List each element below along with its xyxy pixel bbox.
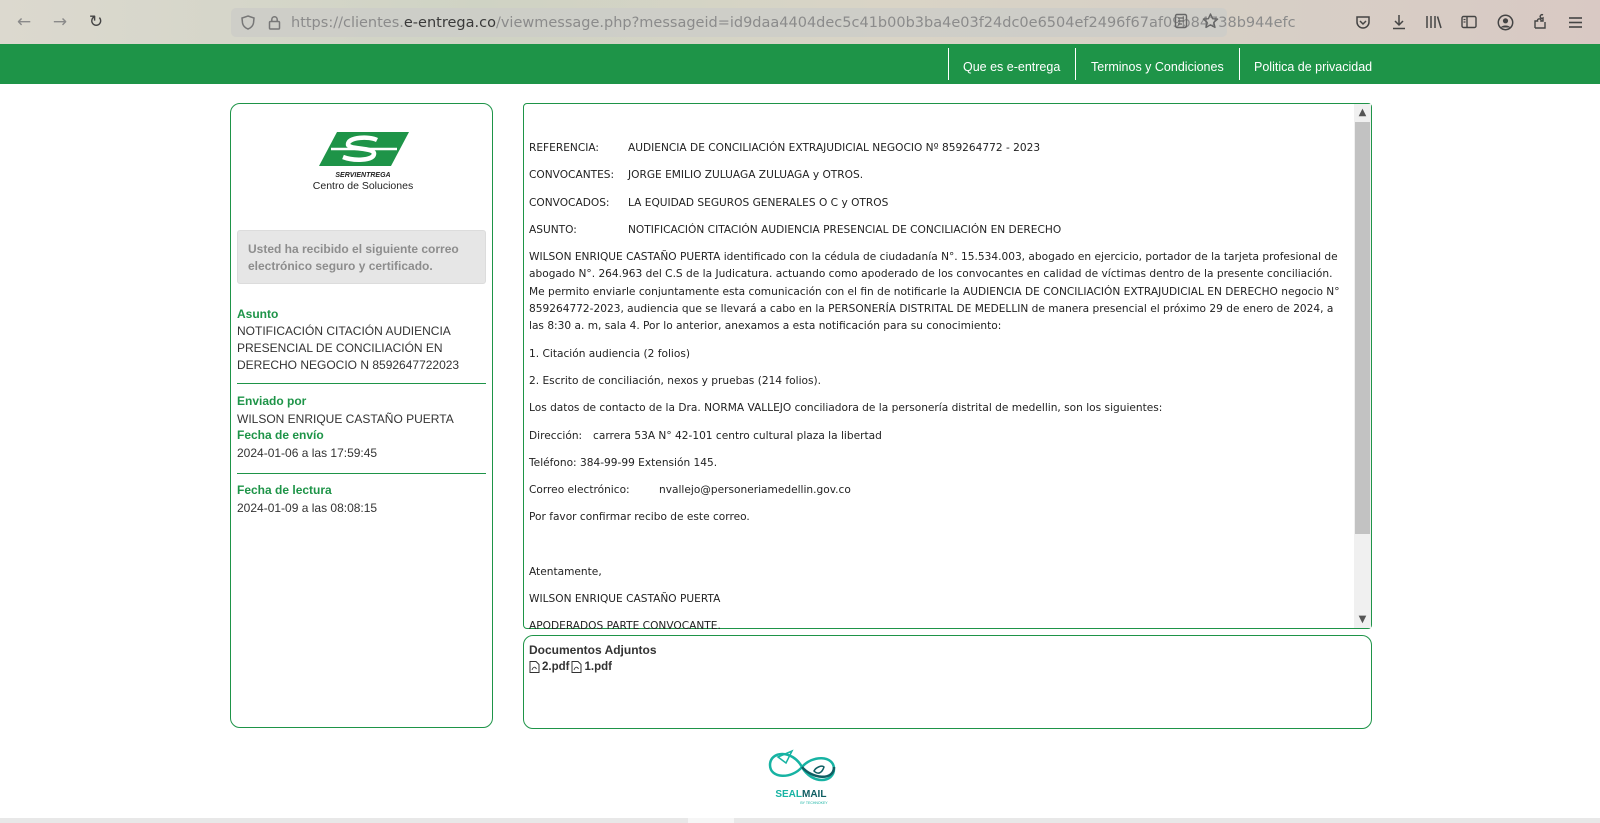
email-value: nvallejo@personeriamedellin.gov.co [659,484,851,497]
convocados-key: CONVOCADOS: [529,196,610,209]
sidebar-icon[interactable] [1458,11,1480,33]
scroll-down-arrow-icon[interactable]: ▼ [1358,614,1367,625]
scroll-up-arrow-icon[interactable]: ▲ [1358,107,1367,118]
back-arrow-icon[interactable]: ← [16,12,32,32]
divider [237,473,486,474]
message-content [529,140,1349,646]
message-scrollbar[interactable] [1354,104,1371,628]
address-line [529,428,1349,445]
attachments-list [529,661,612,673]
attachment-item: 1. Citación audiencia (2 folios) [529,347,690,360]
site-header [0,44,1600,84]
confirm-line: Por favor confirmar recibo de este correo. [529,511,750,524]
convocados-line [529,195,1349,212]
nav-link-privacidad[interactable]: Politica de privacidad [1254,60,1373,74]
url-path: /viewmessage.php?messageid=id9daa4404dec5c41b00b3ba4e03f24dc0e6504ef2496f67af09b84738b944efc [495,14,1296,31]
bookmark-star-icon[interactable] [1202,13,1219,33]
sealmail-logo [762,743,842,811]
reference-key: REFERENCIA: [529,142,599,154]
pdf-file-icon [571,661,582,673]
account-icon[interactable] [1494,11,1516,33]
address-key: Dirección: [529,429,583,442]
attachment-file[interactable] [571,661,611,673]
attachments-title: Documentos Adjuntos [529,643,657,657]
regards-line: Atentamente, [529,565,602,578]
subject-label: Asunto [237,307,279,321]
reference-line [529,140,1349,157]
pocket-icon[interactable] [1352,11,1374,33]
sealmail-brand-b: MAIL [802,789,827,800]
shield-icon[interactable] [239,14,257,32]
contact-intro: Los datos de contacto de la Dra. NORMA VALLEJO conciliadora de la personería distrital de medellin, son los siguientes: [529,402,1163,415]
download-icon[interactable] [1388,11,1410,33]
reference-value: AUDIENCIA DE CONCILIACIÓN EXTRAJUDICIAL NEGOCIO Nº 859264772 - 2023 [628,142,1041,154]
url-prefix: https://clientes. [291,14,404,31]
reload-icon[interactable]: ↻ [88,12,104,32]
convocados-value: LA EQUIDAD SEGUROS GENERALES O C y OTROS [628,196,889,209]
sealmail-by-text: BY TECHNOKEY [800,801,828,805]
url-text[interactable] [291,14,1296,31]
sealmail-brand-a: SEAL [775,789,802,800]
signature-name: WILSON ENRIQUE CASTAÑO PUERTA [529,593,721,606]
subject-value: NOTIFICACIÓN CITACIÓN AUDIENCIA PRESENCIAL DE CONCILIACIÓN EN DERECHO NEGOCIO N 8592647722023 [237,324,460,372]
nav-divider [948,48,949,80]
logo-subtitle: Centro de Soluciones [312,180,414,192]
nav-link-terminos[interactable]: Terminos y Condiciones [1091,60,1224,74]
asunto-value: NOTIFICACIÓN CITACIÓN AUDIENCIA PRESENCIAL DE CONCILIACIÓN EN DERECHO [628,223,1062,236]
horizontal-scroll-thumb[interactable] [688,818,734,823]
attachment-file-name[interactable]: 1.pdf [584,661,612,673]
browser-toolbar [0,0,1600,44]
attachment-file[interactable] [529,661,569,673]
email-line [529,482,1349,499]
asunto-line [529,222,1349,239]
nav-divider [1239,48,1240,80]
menu-icon[interactable] [1564,11,1586,33]
sealmail-logo-icon [762,743,842,811]
servientrega-logo-icon [303,130,423,180]
convocantes-line [529,167,1349,184]
scroll-thumb[interactable] [1355,122,1370,534]
body-paragraph: WILSON ENRIQUE CASTAÑO PUERTA identificado con la cédula de ciudadanía N°. 15.534.003, abogado en ejercicio, portador de la tarjeta profesional de abogado N°. 264.963 del C.S de la Judicatura. actuando como apoderado de los convocantes en calidad de víctimas dentro de la presente conciliación. Me permito enviarle conjuntamente esta comunicación con el fin de notificarle la AUDIENCIA DE CONCILIACIÓN EXTRAJUDICIAL EN DERECHO negocio N° 859264772-2023, audiencia que se llevará a cabo en la PERSONERÍA DISTRITAL DE MEDELLIN de manera presencial el próximo 29 de enero de 2024, a las 8:30 a. m, sala 4. Por lo anterior, anexamos a esta notificación para su conocimiento: [529,251,1340,333]
divider [237,383,486,384]
nav-link-que-es[interactable]: Que es e-entrega [963,60,1061,74]
nav-divider [1075,48,1076,80]
library-icon[interactable] [1423,11,1445,33]
address-value: carrera 53A N° 42-101 centro cultural plaza la libertad [593,429,882,442]
attachments-panel [523,635,1372,729]
pdf-file-icon [529,661,540,673]
lock-icon[interactable] [265,14,283,32]
signature-role: APODERADOS PARTE CONVOCANTE. [529,620,721,633]
horizontal-scrollbar[interactable] [0,818,1600,823]
sent-date-label: Fecha de envío [237,428,324,442]
forward-arrow-icon[interactable]: → [52,12,68,32]
extensions-icon[interactable] [1529,11,1551,33]
message-body-panel[interactable] [523,103,1372,633]
sender-label: Enviado por [237,394,307,408]
secure-mail-notice: Usted ha recibido el siguiente correo electrónico seguro y certificado. [237,230,486,284]
phone-line: Teléfono: 384-99-99 Extensión 145. [529,456,718,469]
url-domain: e-entrega.co [403,14,496,31]
logo-brand-text: SERVIENTREGA [335,172,391,179]
reader-mode-icon[interactable] [1174,13,1188,33]
sent-date-value: 2024-01-06 a las 17:59:45 [237,446,378,460]
blank-line [529,537,1349,554]
asunto-key: ASUNTO: [529,223,577,236]
servientrega-logo [303,130,423,194]
message-info-panel [230,103,493,728]
address-bar[interactable] [231,8,1296,37]
read-date-value: 2024-01-09 a las 08:08:15 [237,501,378,515]
attachment-file-name[interactable]: 2.pdf [542,661,570,673]
sender-value: WILSON ENRIQUE CASTAÑO PUERTA [237,412,454,426]
email-key: Correo electrónico: [529,484,630,497]
read-date-label: Fecha de lectura [237,483,332,497]
attachment-item: 2. Escrito de conciliación, nexos y pruebas (214 folios). [529,374,822,387]
convocantes-key: CONVOCANTES: [529,169,615,182]
convocantes-value: JORGE EMILIO ZULUAGA ZULUAGA y OTROS. [628,169,864,182]
